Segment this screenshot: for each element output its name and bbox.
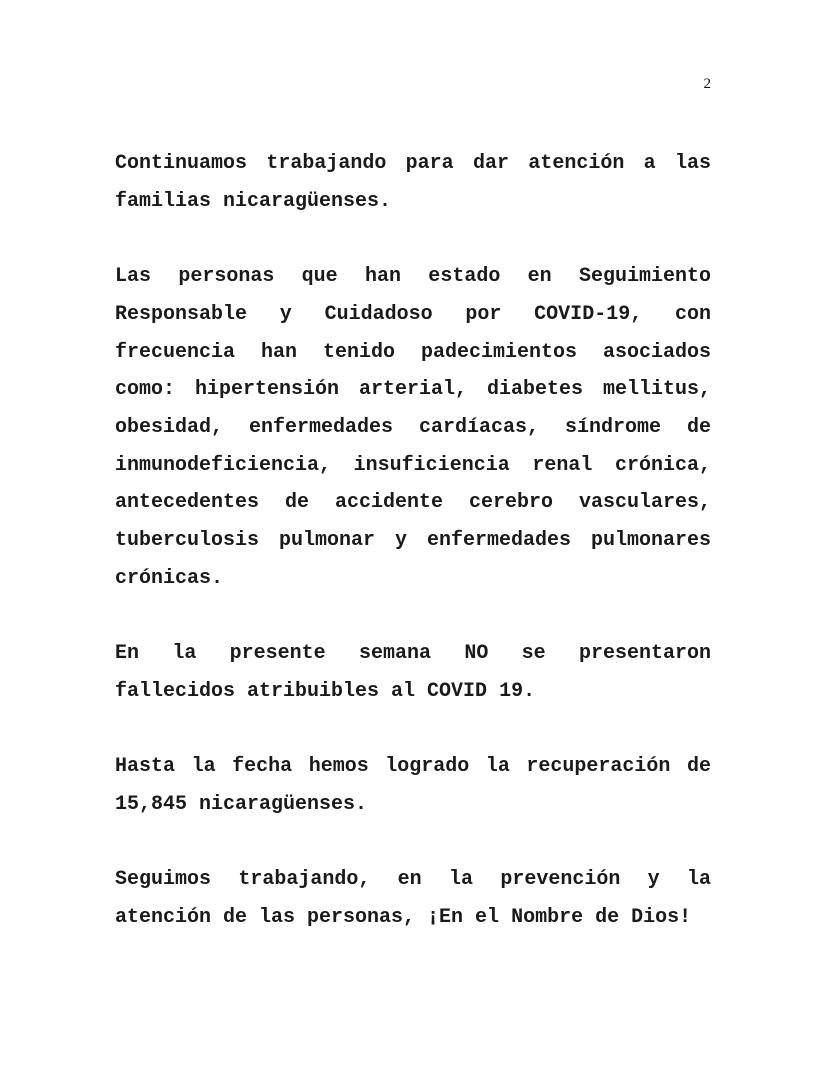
document-body (115, 145, 711, 974)
paragraph-intro: Continuamos trabajando para dar atención a las familias nicaragüenses. (115, 152, 711, 213)
page-number: 2 (703, 76, 711, 92)
paragraph-deaths: En la presente semana NO se presentaron fallecidos atribuibles al COVID 19. (115, 642, 711, 703)
paragraph-closing: Seguimos trabajando, en la prevención y la atención de las personas, ¡En el Nombre de Dios! (115, 868, 711, 929)
paragraph-recoveries: Hasta la fecha hemos logrado la recuperación de 15,845 nicaragüenses. (115, 755, 711, 816)
paragraph-comorbidities: Las personas que han estado en Seguimiento Responsable y Cuidadoso por COVID-19, con frecuencia han tenido padecimientos asociados como: hipertensión arterial, diabetes mellitus, obesidad, enfermedades cardíacas, síndrome de inmunodeficiencia, insuficiencia renal crónica, antecedentes de accidente cerebro vasculares, tuberculosis pulmonar y enfermedades pulmonares crónicas. (115, 265, 711, 590)
